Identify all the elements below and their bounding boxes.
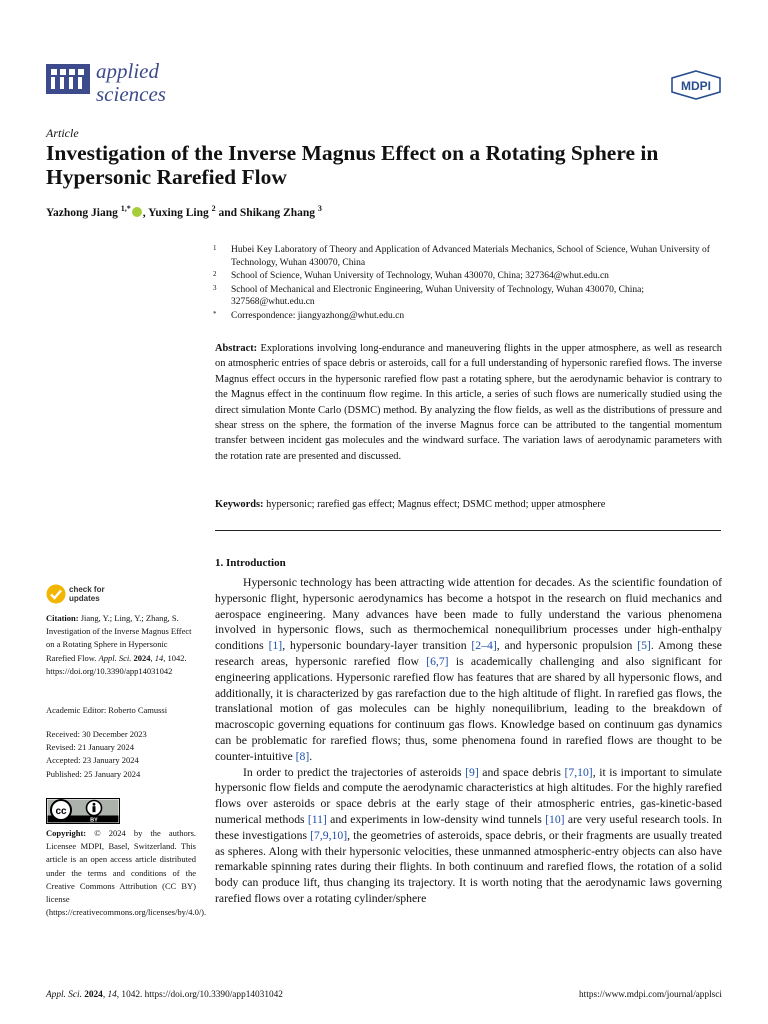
- date-accepted: Accepted: 23 January 2024: [46, 755, 139, 766]
- footer-year: 2024: [84, 990, 103, 1000]
- keywords: [215, 497, 722, 512]
- citation-journal: Appl. Sci.: [98, 652, 132, 663]
- author-3-sup: 3: [317, 204, 322, 213]
- check-for-updates-label: [69, 585, 105, 603]
- article-title: Investigation of the Inverse Magnus Effect on a Rotating Sphere in Hypersonic Rarefied Flow: [46, 141, 659, 189]
- academic-editor: Academic Editor: Roberto Camussi: [46, 705, 168, 715]
- reference-link[interactable]: [5]: [637, 639, 651, 653]
- text-run: .: [309, 749, 313, 763]
- affiliation-number: *: [213, 309, 217, 318]
- author-1-sup: 1,*: [120, 204, 131, 213]
- dates: [46, 728, 196, 781]
- article-type: Article: [46, 126, 79, 140]
- citation-text: Jiang, Y.; Ling, Y.; Zhang, S. Investigation of the Inverse Magnus Effect on a Rotating Sphere in Hypersonic Rarefied Flow.: [46, 613, 192, 663]
- copyright: [46, 827, 207, 919]
- author-2-sup: 2: [211, 204, 216, 213]
- copyright-label: Copyright:: [46, 828, 87, 838]
- copyright-text: © 2024 by the authors. Licensee MDPI, Basel, Switzerland. This article is an open access article distributed under the terms and conditions of the Creative Commons Attribution (CC BY) license (https://creativecommons.org/licenses/by/4.0/).: [46, 828, 207, 918]
- journal-name: [96, 60, 166, 106]
- mdpi-logo-icon: [670, 70, 722, 100]
- footer-doi-link[interactable]: , 1042. https://doi.org/10.3390/app14031042: [116, 990, 283, 1000]
- affiliation-text: Correspondence: jiangyazhong@whut.edu.cn: [231, 310, 405, 321]
- affiliation-item: [213, 270, 723, 283]
- journal-name-line2: sciences: [96, 82, 166, 106]
- abstract-text: Explorations involving long-endurance and maneuvering flights in the upper atmosphere, as well as research on atmospheric entries of space debris or asteroids, call for a full understanding of hypersonic rarefied flows. The inverse Magnus effect occurs in the hypersonic rarefied flow past a rotating sphere, but the aerodynamic behavior is contrary to the Magnus effect in the continuum flow regime. In this article, a series of such flows are numerically studied using the direct simulation Monte Carlo (DSMC) method. By analyzing the flow fields, as well as the distributions of pressure and shear stress on the sphere, the formation of the inverse Magnus force can be attributed to the tangential momentum transfer between incident gas molecules and the windward surface. The variation laws of aerodynamic parameters with the rotation rate are presented and discussed.: [215, 343, 722, 462]
- cc-by-icon: [46, 798, 120, 824]
- text-run: and experiments in low-density wind tunnels: [326, 812, 546, 826]
- citation-year: 2024: [133, 652, 151, 663]
- affiliation-item: [213, 284, 723, 309]
- citation-label: Citation:: [46, 613, 79, 623]
- affiliation-number: 2: [213, 270, 217, 279]
- check-for-updates-icon: [46, 584, 66, 604]
- text-run: , and hypersonic propulsion: [496, 639, 638, 653]
- author-list: Yazhong Jiang $^{1,*}$ , Yuxing Ling $^2$ and Shikang Zhang $^3$: [46, 204, 322, 219]
- author-3[interactable]: Shikang Zhang: [239, 206, 316, 219]
- abstract-label: Abstract:: [215, 343, 258, 354]
- author-2[interactable]: Yuxing Ling: [148, 206, 209, 219]
- mdpi-logo-text: MDPI: [681, 79, 711, 93]
- reference-link[interactable]: [10]: [545, 812, 565, 826]
- text-run: are very useful research tools. In these investigations: [215, 812, 722, 842]
- svg-text:cc: cc: [55, 806, 67, 817]
- text-run: , hypersonic boundary-layer transition: [282, 639, 472, 653]
- affiliation-text: Hubei Key Laboratory of Theory and Application of Advanced Materials Mechanics, School of Science, Wuhan University of Technology, Wuhan 430070, China: [231, 245, 710, 268]
- affiliations: [213, 244, 723, 324]
- cc-by-license-badge[interactable]: [46, 798, 120, 824]
- reference-link[interactable]: [9]: [465, 765, 479, 779]
- paragraph-1: [215, 575, 722, 765]
- affiliation-item: [213, 244, 723, 269]
- affiliation-text: School of Science, Wuhan University of Technology, Wuhan 430070, China; 327364@whut.edu.cn: [231, 271, 609, 282]
- reference-link[interactable]: [8]: [295, 749, 310, 763]
- check-updates-line1: check for: [69, 585, 105, 594]
- text-run: In order to predict the trajectories of asteroids: [243, 765, 466, 779]
- paragraph-2: [215, 765, 722, 907]
- footer-volume: 14: [107, 990, 117, 1000]
- check-for-updates-badge[interactable]: [46, 584, 126, 606]
- text-run: and space debris: [478, 765, 565, 779]
- citation-doi[interactable]: , 1042. https://doi.org/10.3390/app14031042: [46, 652, 187, 676]
- reference-link[interactable]: [1]: [268, 639, 283, 653]
- section-heading: 1. Introduction: [215, 557, 286, 569]
- reference-link[interactable]: [11]: [307, 812, 327, 826]
- affiliation-number: 1: [213, 244, 217, 252]
- date-published: Published: 25 January 2024: [46, 768, 141, 779]
- abstract: [215, 341, 722, 464]
- mdpi-logo: [670, 70, 722, 100]
- citation: Citation: Jiang, Y.; Ling, Y.; Zhang, S. Investigation of the Inverse Magnus Effect on a Rotating Sphere in Hypersonic Rarefied Flow. Appl. Sci. 2024, 14, 1042. https://doi.org/10.3390/app14031042: [46, 613, 192, 676]
- affiliation-number: 3: [213, 283, 217, 292]
- date-received: Received: 30 December 2023: [46, 729, 147, 739]
- citation-volume: 14: [154, 652, 164, 663]
- text-run: , the geometries of asteroids, space debris, or their fragments are usually treated as spheres. Along with their hypersonic velocities, these unmanned atmospheric-entry objects can also have remarkable spinning rates during their flights. In both continuum and rarefied flows, the rotation of a solid body can produce lift, thus changing its trajectory. It is worth noting that the aerodynamic laws governing rarefied flows over a rotating cylinder/sphere: [215, 828, 722, 905]
- footer-journal-url[interactable]: https://www.mdpi.com/journal/applsci: [579, 990, 722, 1000]
- text-run: , it is important to simulate hypersonic flow fields and compute the aerodynamic characteristics at high altitudes. For the highly rarefied flows over asteroids or space debris at the early stage of their atmospheric entries, gas-kinetic-based numerical methods: [215, 765, 722, 826]
- section-divider: [215, 530, 721, 531]
- reference-link[interactable]: [6,7]: [426, 654, 449, 668]
- journal-logo-icon: [46, 64, 90, 94]
- text-run: is academically challenging and also significant for engineering applications. Hypersonic rarefied flow has features that are shared by all hypersonic flows, and additionally, it is characterized by gas rarefaction due to the high altitude of flight. In rarefied gas flows, the translational motion of gas molecules can be highly nonequilibrium, leading to the breakdown of macroscopic governing equations for continuum gas flows. Knowledge based on continuum gas dynamics can be problematic for rarefied flows; thus, some phenomena found in rarefied flows are thought to be counter-intuitive: [215, 654, 722, 763]
- journal-name-line1: applied: [96, 59, 159, 83]
- author-1[interactable]: Yazhong Jiang: [46, 206, 118, 219]
- reference-link[interactable]: [7,10]: [564, 765, 593, 779]
- text-run: Hypersonic technology has been attracting wide attention for decades. As the scientific foundation of hypersonic flight, hypersonic aerodynamics has become a hotspot in the research on fluid mechanics and aerospace engineering. Many advances have been made to fully understand the various phenomena involved in hypersonic flows, such as thermochemical nonequilibrium processes under high-enthalpy conditions: [215, 576, 722, 653]
- affiliation-text: School of Mechanical and Electronic Engineering, Wuhan University of Technology, Wuhan 430070, China; 327568@whut.edu.cn: [231, 284, 644, 308]
- keywords-text: hypersonic; rarefied gas effect; Magnus effect; DSMC method; upper atmosphere: [266, 499, 606, 510]
- svg-text:BY: BY: [90, 817, 98, 824]
- keywords-label: Keywords:: [215, 499, 264, 510]
- affiliation-item: [213, 310, 723, 323]
- journal-logo: [46, 60, 186, 106]
- footer-citation: Appl. Sci. 2024, 14, 1042. https://doi.org/10.3390/app14031042: [46, 990, 283, 1000]
- text-run: . Among these research areas, hypersonic rarefied flow: [215, 639, 722, 668]
- date-revised: Revised: 21 January 2024: [46, 742, 135, 753]
- check-updates-line2: updates: [69, 594, 100, 603]
- reference-link[interactable]: [2–4]: [471, 639, 497, 653]
- footer-journal: Appl. Sci.: [46, 990, 82, 1000]
- orcid-icon[interactable]: [132, 207, 142, 217]
- reference-link[interactable]: [7,9,10]: [310, 828, 348, 842]
- body-text: [215, 575, 722, 907]
